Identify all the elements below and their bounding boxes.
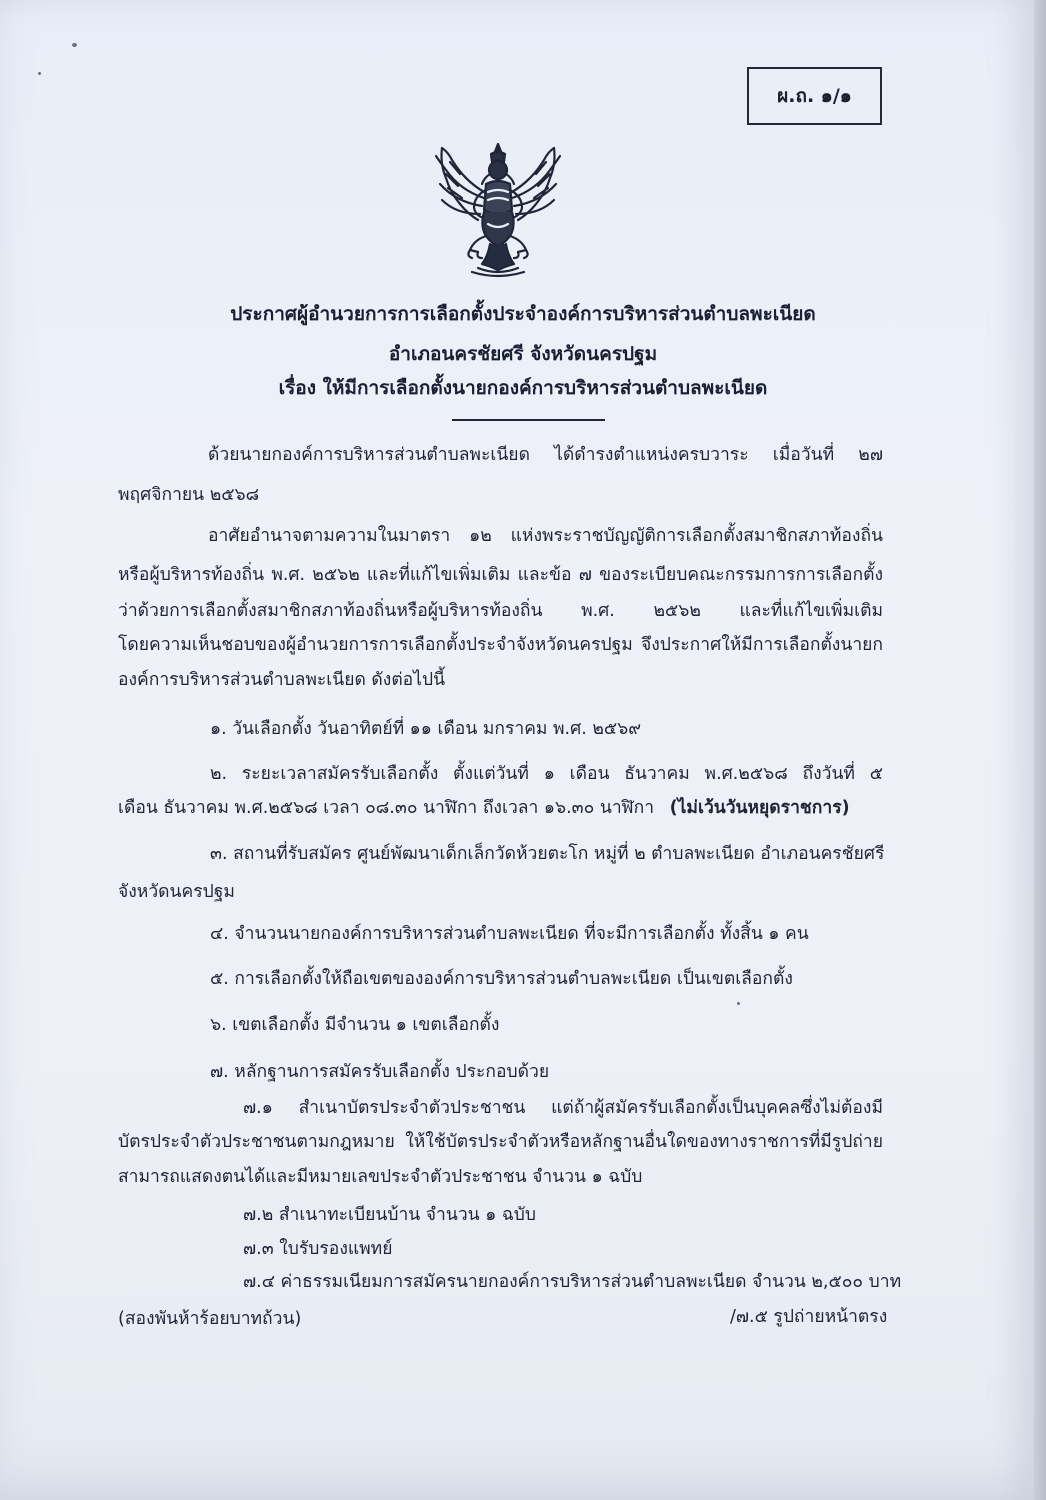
form-code: ผ.ถ. ๑/๑ [777,85,852,107]
item-7-2: ๗.๒ สำเนาทะเบียนบ้าน จำนวน ๑ ฉบับ [243,1205,537,1225]
page-edge [1034,0,1046,1500]
item-3-line-2: จังหวัดนครปฐม [118,882,235,902]
item-7-4-line-2: (สองพันห้าร้อยบาทถ้วน) [118,1309,302,1329]
form-code-box [747,67,882,125]
garuda-emblem [430,140,566,280]
continuation-note: /๗.๕ รูปถ่ายหน้าตรง [730,1307,888,1327]
item-7-1-line-1: ๗.๑ สำเนาบัตรประจำตัวประชาชน แต่ถ้าผู้สมัครรับเลือกตั้งเป็นบุคคลซึ่งไม่ต้องมี [243,1098,883,1118]
item-2-note: (ไม่เว้นวันหยุดราชการ) [669,798,850,818]
item-5: ๕. การเลือกตั้งให้ถือเขตขององค์การบริหารส่วนตำบลพะเนียด เป็นเขตเลือกตั้ง [210,969,793,989]
title-underline [452,419,605,421]
heading-line-1: ประกาศผู้อำนวยการการเลือกตั้งประจำองค์การบริหารส่วนตำบลพะเนียด [230,303,816,325]
heading-line-3: เรื่อง ให้มีการเลือกตั้งนายกองค์การบริหารส่วนตำบลพะเนียด [278,377,768,399]
item-2-line-1: ๒. ระยะเวลาสมัครรับเลือกตั้ง ตั้งแต่วันที่ ๑ เดือน ธันวาคม พ.ศ.๒๕๖๘ ถึงวันที่ ๕ [210,764,883,784]
paragraph-1-line-2: พฤศจิกายน ๒๕๖๘ [118,485,260,505]
item-3-line-1: ๓. สถานที่รับสมัคร ศูนย์พัฒนาเด็กเล็กวัดห้วยตะโก หมู่ที่ ๒ ตำบลพะเนียด อำเภอนครชัยศรี [210,844,885,864]
paper-speck [72,43,77,47]
item-7-3: ๗.๓ ใบรับรองแพทย์ [243,1239,393,1259]
paragraph-2-line-5: องค์การบริหารส่วนตำบลพะเนียด ดังต่อไปนี้ [118,670,446,690]
item-2-text: เดือน ธันวาคม พ.ศ.๒๕๖๘ เวลา ๐๘.๓๐ นาฬิกา ถึงเวลา ๑๖.๓๐ นาฬิกา [118,798,655,818]
item-7-1-line-3: สามารถแสดงตนได้และมีหมายเลขประจำตัวประชาชน จำนวน ๑ ฉบับ [118,1167,643,1187]
paper-speck [737,1002,740,1005]
item-7: ๗. หลักฐานการสมัครรับเลือกตั้ง ประกอบด้วย [210,1062,550,1082]
item-7-4-line-1: ๗.๔ ค่าธรรมเนียมการสมัครนายกองค์การบริหารส่วนตำบลพะเนียด จำนวน ๒,๕๐๐ บาท [243,1272,902,1292]
paragraph-2-line-3: ว่าด้วยการเลือกตั้งสมาชิกสภาท้องถิ่นหรือผู้บริหารท้องถิ่น พ.ศ. ๒๕๖๒ และที่แก้ไขเพิ่มเติม [118,601,883,621]
paragraph-2-line-4: โดยความเห็นชอบของผู้อำนวยการการเลือกตั้งประจำจังหวัดนครปฐม จึงประกาศให้มีการเลือกตั้งนายก [118,635,883,655]
heading-line-2: อำเภอนครชัยศรี จังหวัดนครปฐม [388,343,658,365]
paragraph-2-line-2: หรือผู้บริหารท้องถิ่น พ.ศ. ๒๕๖๒ และที่แก้ไขเพิ่มเติม และข้อ ๗ ของระเบียบคณะกรรมการการเลือกตั้ง [118,565,883,585]
item-1: ๑. วันเลือกตั้ง วันอาทิตย์ที่ ๑๑ เดือน มกราคม พ.ศ. ๒๕๖๙ [210,719,642,739]
item-2-line-2 [118,796,850,820]
paragraph-1-line-1: ด้วยนายกองค์การบริหารส่วนตำบลพะเนียด ได้ดำรงตำแหน่งครบวาระ เมื่อวันที่ ๒๗ [208,445,883,465]
item-6: ๖. เขตเลือกตั้ง มีจำนวน ๑ เขตเลือกตั้ง [210,1015,500,1035]
item-4: ๔. จำนวนนายกองค์การบริหารส่วนตำบลพะเนียด ที่จะมีการเลือกตั้ง ทั้งสิ้น ๑ คน [210,924,809,944]
paragraph-2-line-1: อาศัยอำนาจตามความในมาตรา ๑๒ แห่งพระราชบัญญัติการเลือกตั้งสมาชิกสภาท้องถิ่น [208,526,883,546]
paper-speck [38,72,41,75]
item-7-1-line-2: บัตรประจำตัวประชาชนตามกฎหมาย ให้ใช้บัตรประจำตัวหรือหลักฐานอื่นใดของทางราชการที่มีรูปถ่าย [118,1132,883,1152]
